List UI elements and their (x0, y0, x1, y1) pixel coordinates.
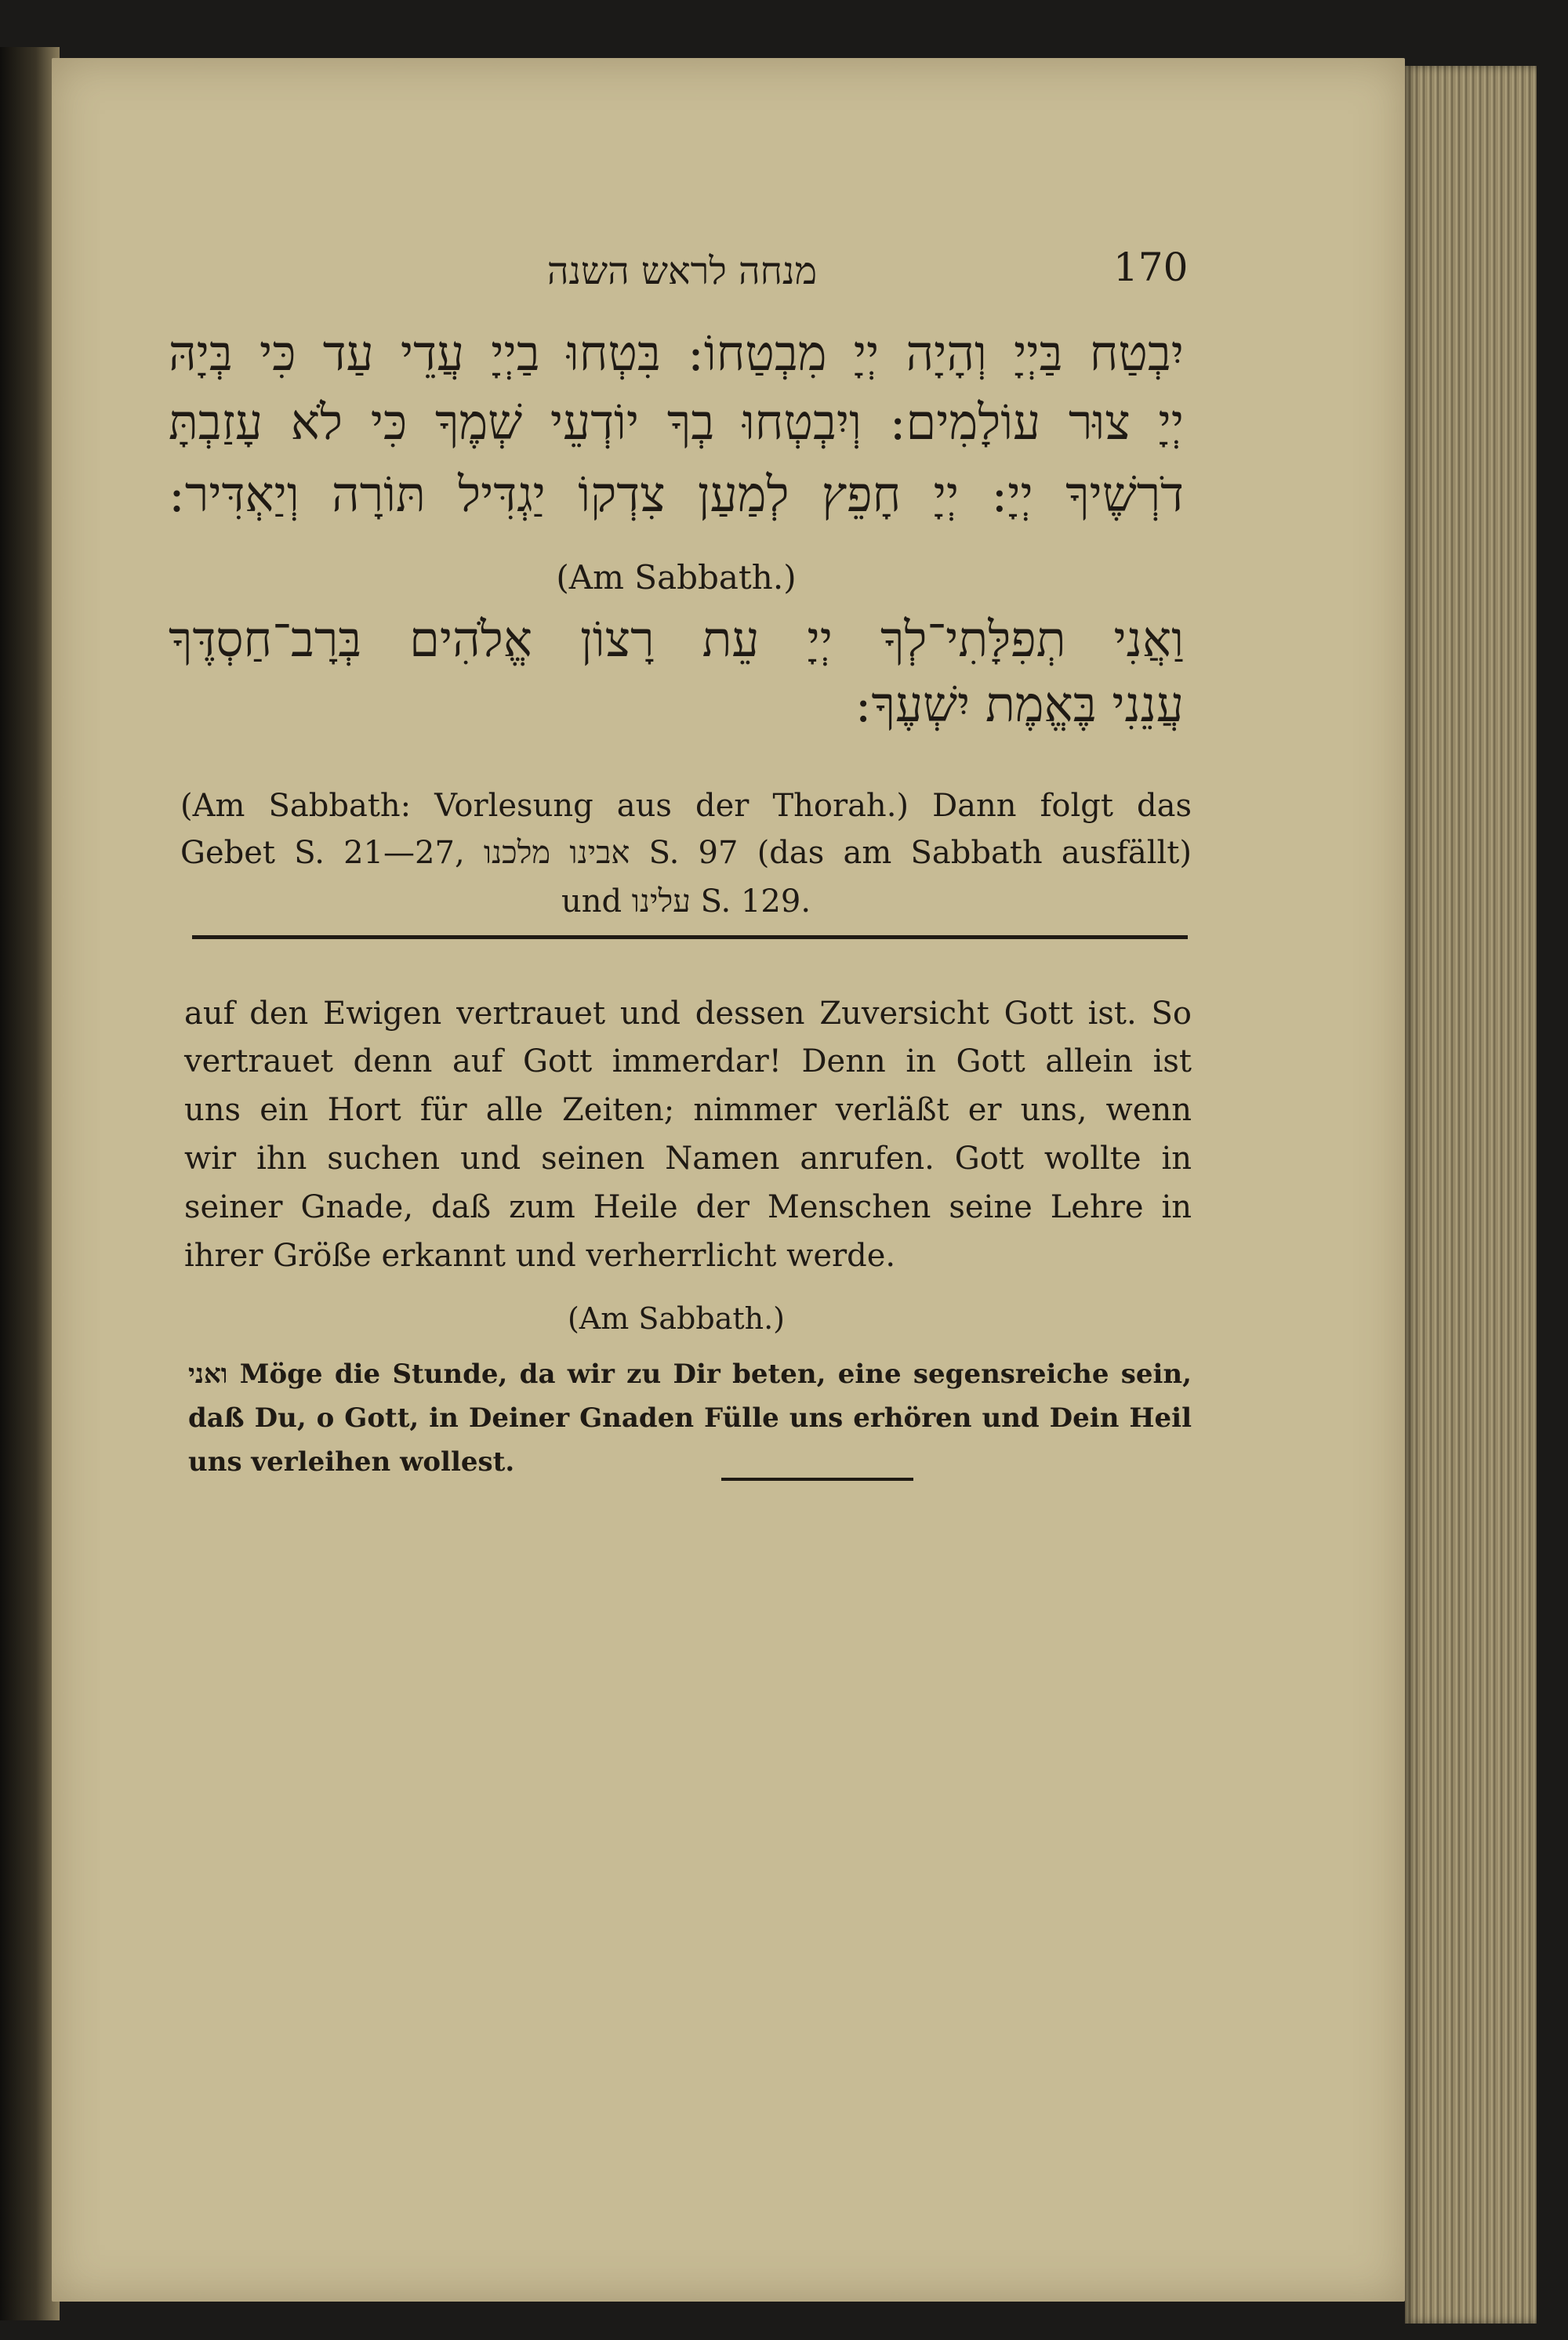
end-rule (721, 1478, 913, 1481)
translation-line: vertrauet denn auf Gott immerdar! Denn in Gott allein ist (184, 1043, 1192, 1079)
hebrew-line: דֹרְשֶׁיךָ יְיָ: יְיָ חָפֵץ לְמַעַן צִדְקוֹ יַגְדִּיל תּוֹרָה וְיַאְדִּיר: (169, 466, 1184, 523)
instruction-line: und עלינו S. 129. (561, 883, 811, 920)
hebrew-line: עֲנֵנִי בֶּאֱמֶת יִשְׁעֶךָ: (855, 676, 1184, 733)
hebrew-line: יִבְטַח בַּיְיָ וְהָיָה יְיָ מִבְטַחוֹ: בִּטְחוּ בַיְיָ עֲדֵי עַד כִּי בְּיָהּ (169, 325, 1184, 382)
hebrew-line: יְיָ צוּר עוֹלָמִים: וְיִבְטְחוּ בְךָ יוֹדְעֵי שְׁמֶךָ כִּי לֹא עָזַבְתָּ (169, 394, 1184, 451)
sabbath-translation-line: ואני Möge die Stunde, da wir zu Dir beten, eine segensreiche sein, (188, 1359, 1192, 1390)
instruction-line: (Am Sabbath: Vorlesung aus der Thorah.) Dann folgt das (180, 788, 1192, 824)
translation-line: seiner Gnade, daß zum Heile der Menschen seine Lehre in (184, 1189, 1192, 1225)
translation-line: uns ein Hort für alle Zeiten; nimmer verläßt er uns, wenn (184, 1092, 1192, 1128)
translation-line: auf den Ewigen vertrauet und dessen Zuversicht Gott ist. So (184, 996, 1192, 1032)
translation-line: ihrer Größe erkannt und verherrlicht werde. (184, 1238, 896, 1274)
page-number: 170 (1113, 245, 1189, 290)
sabbath-note: (Am Sabbath.) (556, 558, 797, 597)
page-edges (1405, 66, 1537, 2324)
running-head: מנחה לראש השנה (546, 249, 818, 293)
instruction-line: Gebet S. 21—27, אבינו מלכנו S. 97 (das am Sabbath ausfällt) (180, 835, 1192, 871)
sabbath-translation-line: daß Du, o Gott, in Deiner Gnaden Fülle uns erhören und Dein Heil (188, 1402, 1192, 1434)
section-divider (192, 935, 1188, 939)
hebrew-line: וַאֲנִי תְפִלָּתִי־לְךָ יְיָ עֵת רָצוֹן אֱלֹהִים בְּרָב־חַסְדֶּךָ (169, 611, 1184, 668)
sabbath-note: (Am Sabbath.) (567, 1301, 786, 1336)
translation-line: wir ihn suchen und seinen Namen anrufen. Gott wollte in (184, 1141, 1192, 1177)
binding-shadow (0, 47, 60, 2320)
sabbath-translation-line: uns verleihen wollest. (188, 1446, 515, 1478)
